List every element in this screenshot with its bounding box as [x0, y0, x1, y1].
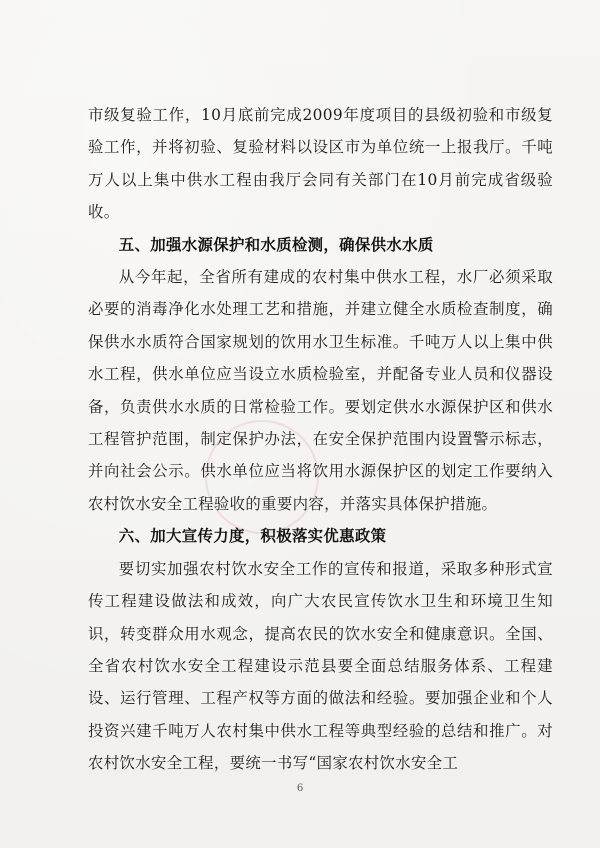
section-heading-5: 五、加强水源保护和水质检测，确保供水水质: [118, 235, 434, 254]
page-number: 6: [296, 783, 304, 794]
document-body: [88, 99, 553, 780]
paragraph-publicity: 要切实加强农村饮水安全工作的宣传和报道，采取多种形式宣传工程建设做法和成效，向广大农民宣传饮水卫生和环境卫生知识，转变群众用水观念，提高农民的饮水安全和健康意识。全国、全省农村饮水安全工程建设示范县要全面总结服务体系、工程建设、运行管理、工程产权等方面的做法和经验。要加强企业和个人投资兴建千吨万人农村集中供水工程等典型经验的总结和推广。对农村饮水安全工程，要统一书写“国家农村饮水安全工: [88, 559, 553, 773]
paragraph-continuation: 市级复验工作，10月底前完成2009年度项目的县级初验和市级复验工作，并将初验、复验材料以设区市为单位统一上报我厅。千吨万人以上集中供水工程由我厅会同有关部门在10月前完成省级验收。: [88, 106, 553, 222]
paragraph-water-source-protection: 从今年起，全省所有建成的农村集中供水工程，水厂必须采取必要的消毒净化水处理工艺和措施，并建立健全水质检查制度，确保供水水质符合国家规划的饮用水卫生标准。千吨万人以上集中供水工程，供水单位应当设立水质检验室，并配备专业人员和仪器设备，负责供水水质的日常检验工作。要划定供水水源保护区和供水工程管护范围，制定保护办法，在安全保护范围内设置警示标志，并向社会公示。供水单位应当将饮用水源保护区的划定工作要纳入农村饮水安全工程验收的重要内容，并落实具体保护措施。: [88, 268, 553, 513]
section-heading-6: 六、加大宣传力度，积极落实优惠政策: [118, 527, 387, 546]
